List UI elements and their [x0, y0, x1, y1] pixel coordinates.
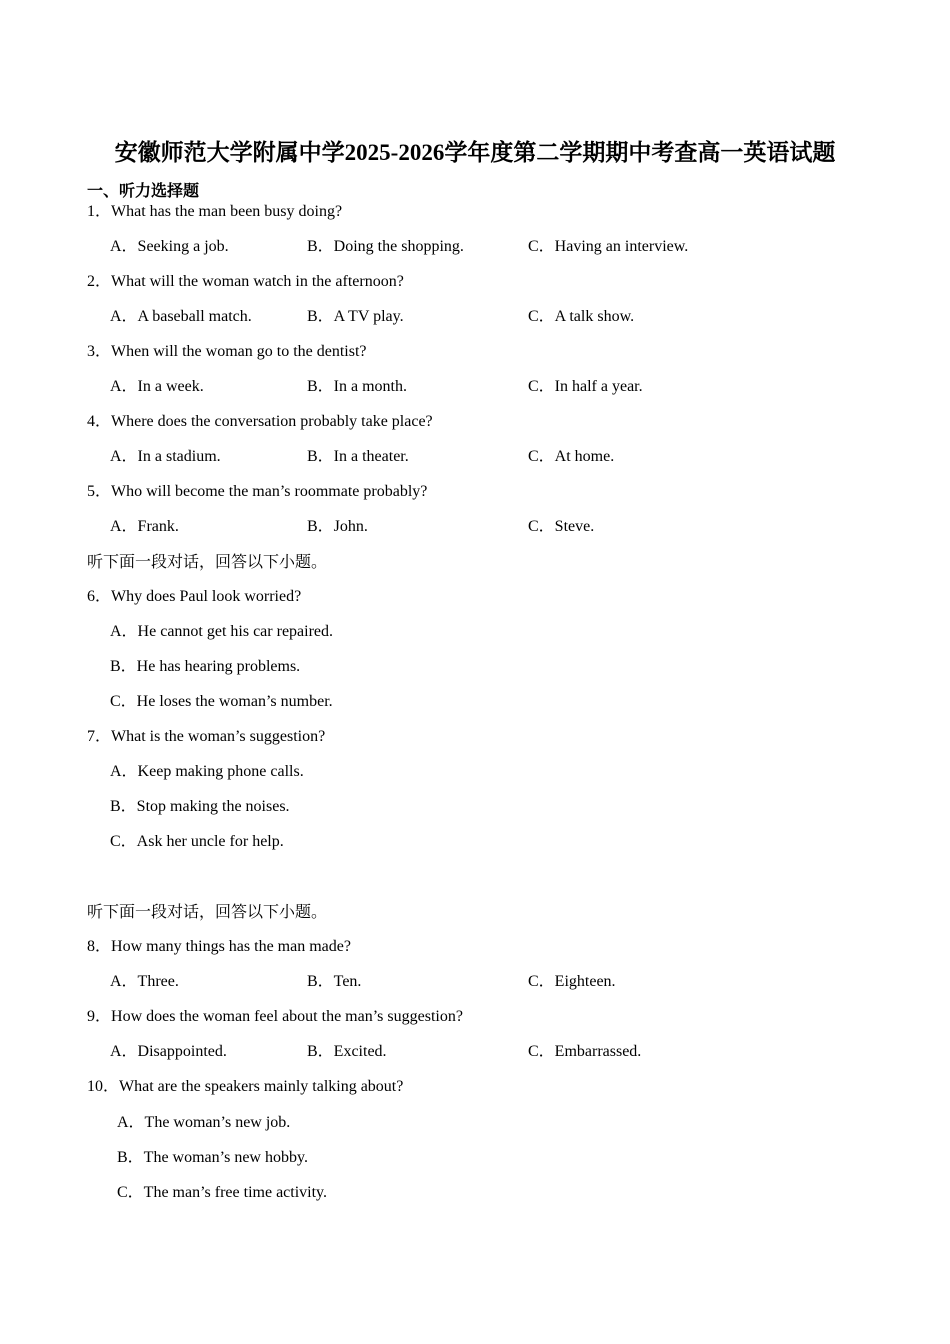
question-5 — [87, 482, 427, 502]
question-8 — [87, 937, 351, 957]
option-6c: C．He loses the woman’s number. — [110, 693, 333, 710]
question-number: 6． — [87, 588, 112, 605]
question-number: 2． — [87, 273, 112, 290]
option-10c: C．The man’s free time activity. — [117, 1184, 328, 1201]
question-number: 9． — [87, 1008, 112, 1025]
question-3 — [87, 342, 367, 362]
question-text: Where does the conversation probably take place? — [111, 413, 433, 430]
option-8c: C．Eighteen. — [528, 973, 616, 990]
option-9c: C．Embarrassed. — [528, 1043, 642, 1060]
dialogue-instruction: 听下面一段对话，回答以下小题。 — [87, 554, 328, 571]
question-text: What are the speakers mainly talking about? — [119, 1078, 404, 1095]
question-text: When will the woman go to the dentist? — [111, 343, 367, 360]
question-text: What will the woman watch in the afternoon? — [111, 273, 404, 290]
question-6 — [87, 587, 301, 607]
question-text: How many things has the man made? — [111, 938, 351, 955]
option-4a: A．In a stadium. — [110, 448, 221, 465]
question-4 — [87, 412, 433, 432]
dialogue-instruction: 听下面一段对话，回答以下小题。 — [87, 904, 328, 921]
question-number: 8． — [87, 938, 112, 955]
option-10b: B．The woman’s new hobby. — [117, 1149, 308, 1166]
option-3c: C．In half a year. — [528, 378, 643, 395]
question-10 — [87, 1077, 403, 1097]
option-1c: C．Having an interview. — [528, 238, 689, 255]
option-2b: B．A TV play. — [307, 308, 404, 325]
question-1 — [87, 202, 342, 222]
option-3a: A．In a week. — [110, 378, 204, 395]
question-text: Why does Paul look worried? — [111, 588, 302, 605]
option-4c: C．At home. — [528, 448, 615, 465]
option-6a: A．He cannot get his car repaired. — [110, 623, 334, 640]
option-1b: B．Doing the shopping. — [307, 238, 464, 255]
question-number: 10． — [87, 1078, 120, 1095]
page-title: 安徽师范大学附属中学2025-2026学年度第二学期期中考查高一英语试题 — [114, 140, 836, 165]
question-9 — [87, 1007, 463, 1027]
option-8a: A．Three. — [110, 973, 179, 990]
question-text: What is the woman’s suggestion? — [111, 728, 326, 745]
option-7b: B．Stop making the noises. — [110, 798, 290, 815]
option-5b: B．John. — [307, 518, 368, 535]
option-4b: B．In a theater. — [307, 448, 409, 465]
question-text: How does the woman feel about the man’s suggestion? — [111, 1008, 463, 1025]
option-9a: A．Disappointed. — [110, 1043, 227, 1060]
question-number: 1． — [87, 203, 112, 220]
option-10a: A．The woman’s new job. — [117, 1114, 291, 1131]
option-1a: A．Seeking a job. — [110, 238, 229, 255]
option-2a: A．A baseball match. — [110, 308, 252, 325]
question-2 — [87, 272, 404, 292]
option-7c: C．Ask her uncle for help. — [110, 833, 284, 850]
question-number: 7． — [87, 728, 112, 745]
option-5a: A．Frank. — [110, 518, 179, 535]
option-3b: B．In a month. — [307, 378, 407, 395]
question-text: Who will become the man’s roommate probably? — [111, 483, 428, 500]
option-6b: B．He has hearing problems. — [110, 658, 301, 675]
question-7 — [87, 727, 325, 747]
question-number: 3． — [87, 343, 112, 360]
question-number: 5． — [87, 483, 112, 500]
question-number: 4． — [87, 413, 112, 430]
option-5c: C．Steve. — [528, 518, 595, 535]
option-2c: C．A talk show. — [528, 308, 635, 325]
option-8b: B．Ten. — [307, 973, 362, 990]
option-9b: B．Excited. — [307, 1043, 387, 1060]
question-text: What has the man been busy doing? — [111, 203, 343, 220]
option-7a: A．Keep making phone calls. — [110, 763, 304, 780]
section-heading: 一、听力选择题 — [87, 183, 200, 200]
